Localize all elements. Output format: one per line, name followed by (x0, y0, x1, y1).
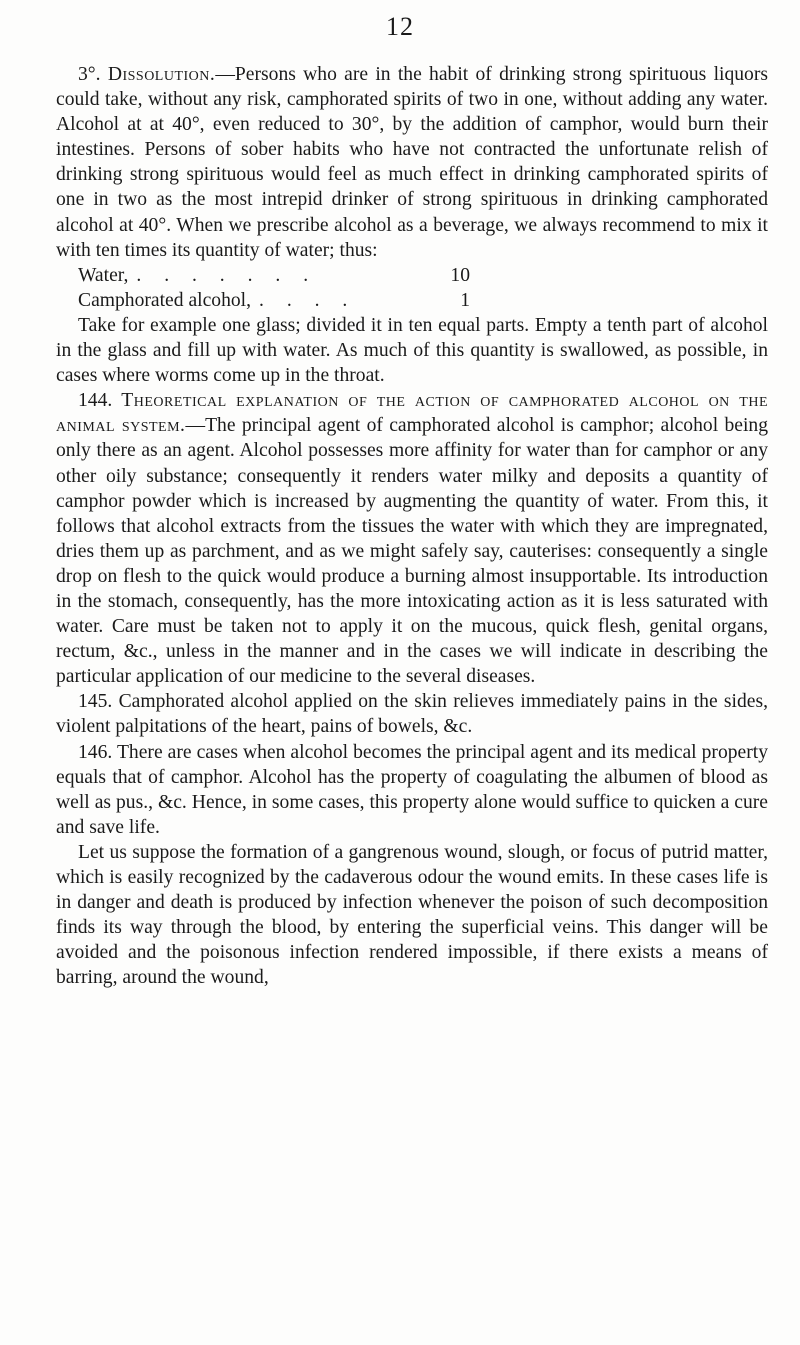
recipe-row (78, 263, 470, 288)
paragraph-146 (56, 740, 768, 840)
paragraph-dissolution (56, 62, 768, 263)
paragraph-gangrene: Let us suppose the formation of a gangrenous wound, slough, or focus of putrid matter, which is easily recognized by the cadaverous odour the wound emits. In these cases life is in danger and death is produced by infection whenever the poison of such decomposition finds its way through the blood, by entering the superficial veins. This danger will be avoided and the poisonous infection rendered impossible, if there exists a means of barring, around the wound, (56, 841, 768, 989)
paragraph-recipe-note: Take for example one glass; divided it in ten equal parts. Empty a tenth part of alcohol in the glass and fill up with water. As much of this quantity is swallowed, as possible, in cases where worms come up in the throat. (56, 314, 768, 387)
recipe-leader-dots: . . . . (259, 289, 357, 311)
paragraph-number: 145. (78, 691, 113, 713)
paragraph-number: 3°. (78, 64, 101, 85)
paragraph-number: 144. (78, 390, 113, 412)
paragraph-144 (56, 388, 768, 689)
paragraph-number: 146. (78, 741, 113, 763)
paragraph-text: There are cases when alcohol becomes the principal agent and its medical property equals that of camphor. Alcohol has the property of coagulating the albumen of blood as well as pus., &c. Hence, in some cases, this property alone would suffice to quicken a cure and save life. (56, 741, 768, 838)
paragraph-text: —The principal agent of camphorated alcohol is camphor; alcohol being only there as an agent. Alcohol possesses more affinity for water than for camphor or any other oily substance; consequently it renders water milky and deposits a quantity of camphor powder which is increased by augmenting the quantity of water. From this, it follows that alcohol extracts from the tissues the water with which they are impregnated, dries them up as parchment, and as we might safely say, cauterises: consequently a single drop on flesh to the quick would produce a burning almost insupportable. Its introduction in the stomach, consequently, has the more intoxicating action as it is less saturated with water. Care must be taken not to apply it on the mucous, quick flesh, genital organs, rectum, &c., unless in the manner and in the cases we will indicate in describing the particular application of our medicine to the several diseases. (56, 415, 769, 688)
recipe-leader-dots: . . . . . . . (136, 264, 318, 286)
recipe-ingredient: Water, (78, 264, 129, 286)
recipe-quantity: 1 (460, 289, 470, 311)
paragraph-text: —Persons who are in the habit of drinking strong spirituous liquors could take, without any risk, camphorated spirits of two in one, without adding any water. Alcohol at at 40°, even reduced to 30°, by the addition of camphor, would burn their intestines. Persons of sober habits who have not contracted the unfortunate relish of drinking strong spirituous would feel as much effect in drinking camphorated spirits of one in two as the most intrepid drinker of strong spirituous in drinking camphorated alcohol at 40°. When we prescribe alcohol as a beverage, we always recommend to mix it with ten times its quantity of water; thus: (56, 64, 769, 261)
body-text (56, 62, 768, 990)
recipe-ingredient: Camphorated alcohol, (78, 289, 252, 311)
section-heading: Dissolution. (107, 64, 216, 85)
recipe-quantity: 10 (450, 264, 470, 286)
paragraph-text: Camphorated alcohol applied on the skin relieves immediately pains in the sides, violent palpitations of the heart, pains of bowels, &c. (56, 691, 768, 738)
paragraph-145 (56, 689, 768, 739)
section-heading: Theoretical explanation of the action of camphorated alcohol on the animal system. (56, 390, 768, 437)
recipe-table (56, 263, 768, 313)
page-number: 12 (386, 12, 414, 41)
recipe-row (78, 288, 470, 313)
